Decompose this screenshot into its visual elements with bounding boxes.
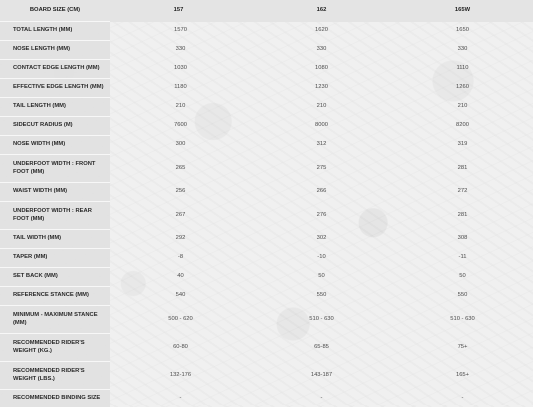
row-value: 1620	[251, 22, 392, 41]
row-value: 330	[392, 41, 533, 60]
row-value: 8200	[392, 117, 533, 136]
row-label: SET BACK (MM)	[0, 268, 110, 287]
table-row	[0, 390, 533, 407]
table-row	[0, 268, 533, 287]
row-value: -	[110, 390, 251, 407]
table-row	[0, 249, 533, 268]
row-value: 281	[392, 202, 533, 230]
row-value: -8	[110, 249, 251, 268]
row-value: -11	[392, 249, 533, 268]
row-value: 1110	[392, 60, 533, 79]
table-row	[0, 117, 533, 136]
row-value: 50	[251, 268, 392, 287]
row-value: 1180	[110, 79, 251, 98]
row-value: 275	[251, 155, 392, 183]
row-value: 312	[251, 136, 392, 155]
row-label: RECOMMENDED RIDER'S WEIGHT (LBS.)	[0, 362, 110, 390]
row-value: 8000	[251, 117, 392, 136]
row-value: 500 - 620	[110, 306, 251, 334]
row-value: 330	[110, 41, 251, 60]
header-size-162: 162	[251, 0, 392, 22]
row-label: RECOMMENDED BINDING SIZE	[0, 390, 110, 407]
row-value: 65-85	[251, 334, 392, 362]
row-value: 1230	[251, 79, 392, 98]
row-label: REFERENCE STANCE (MM)	[0, 287, 110, 306]
row-value: 330	[251, 41, 392, 60]
table-row	[0, 136, 533, 155]
row-value: 50	[392, 268, 533, 287]
table-row	[0, 306, 533, 334]
row-value: -	[251, 390, 392, 407]
table-row	[0, 287, 533, 306]
row-value: 300	[110, 136, 251, 155]
table-row	[0, 202, 533, 230]
row-label: TAIL WIDTH (MM)	[0, 230, 110, 249]
header-size-157: 157	[110, 0, 251, 22]
row-value: 210	[392, 98, 533, 117]
row-value: 510 - 630	[392, 306, 533, 334]
row-label: NOSE WIDTH (MM)	[0, 136, 110, 155]
row-value: 143-187	[251, 362, 392, 390]
header-size-165w: 165W	[392, 0, 533, 22]
row-value: 510 - 630	[251, 306, 392, 334]
table-row	[0, 98, 533, 117]
row-value: 1570	[110, 22, 251, 41]
row-value: 308	[392, 230, 533, 249]
row-value: 281	[392, 155, 533, 183]
table-row	[0, 334, 533, 362]
row-value: 75+	[392, 334, 533, 362]
row-value: 266	[251, 183, 392, 202]
row-value: 550	[392, 287, 533, 306]
row-label: TAIL LENGTH (MM)	[0, 98, 110, 117]
table-row	[0, 183, 533, 202]
row-value: 1030	[110, 60, 251, 79]
row-value: 7600	[110, 117, 251, 136]
row-value: 292	[110, 230, 251, 249]
row-value: 256	[110, 183, 251, 202]
row-value: 210	[110, 98, 251, 117]
row-label: TOTAL LENGTH (MM)	[0, 22, 110, 41]
row-value: 40	[110, 268, 251, 287]
row-label: TAPER (MM)	[0, 249, 110, 268]
table-row	[0, 155, 533, 183]
row-value: 265	[110, 155, 251, 183]
table-row	[0, 60, 533, 79]
row-label: CONTACT EDGE LENGTH (MM)	[0, 60, 110, 79]
row-value: 319	[392, 136, 533, 155]
row-label: WAIST WIDTH (MM)	[0, 183, 110, 202]
row-value: 210	[251, 98, 392, 117]
header-board-size-label: BOARD SIZE (CM)	[0, 0, 110, 22]
table-row	[0, 79, 533, 98]
row-label: SIDECUT RADIUS (M)	[0, 117, 110, 136]
row-value: 272	[392, 183, 533, 202]
row-label: EFFECTIVE EDGE LENGTH (MM)	[0, 79, 110, 98]
row-label: UNDERFOOT WIDTH : FRONT FOOT (MM)	[0, 155, 110, 183]
row-value: 60-80	[110, 334, 251, 362]
row-value: 165+	[392, 362, 533, 390]
row-value: 276	[251, 202, 392, 230]
row-label: MINIMUM - MAXIMUM STANCE (MM)	[0, 306, 110, 334]
row-value: 302	[251, 230, 392, 249]
row-value: 132-176	[110, 362, 251, 390]
row-value: 550	[251, 287, 392, 306]
table-row	[0, 22, 533, 41]
row-value: -10	[251, 249, 392, 268]
table-row	[0, 362, 533, 390]
row-value: 540	[110, 287, 251, 306]
row-value: 267	[110, 202, 251, 230]
row-label: RECOMMENDED RIDER'S WEIGHT (KG.)	[0, 334, 110, 362]
row-value: 1080	[251, 60, 392, 79]
row-value: 1260	[392, 79, 533, 98]
row-value: 1650	[392, 22, 533, 41]
table-header-row	[0, 0, 533, 22]
row-label: NOSE LENGTH (MM)	[0, 41, 110, 60]
table-row	[0, 230, 533, 249]
row-value: -	[392, 390, 533, 407]
row-label: UNDERFOOT WIDTH : REAR FOOT (MM)	[0, 202, 110, 230]
table-row	[0, 41, 533, 60]
